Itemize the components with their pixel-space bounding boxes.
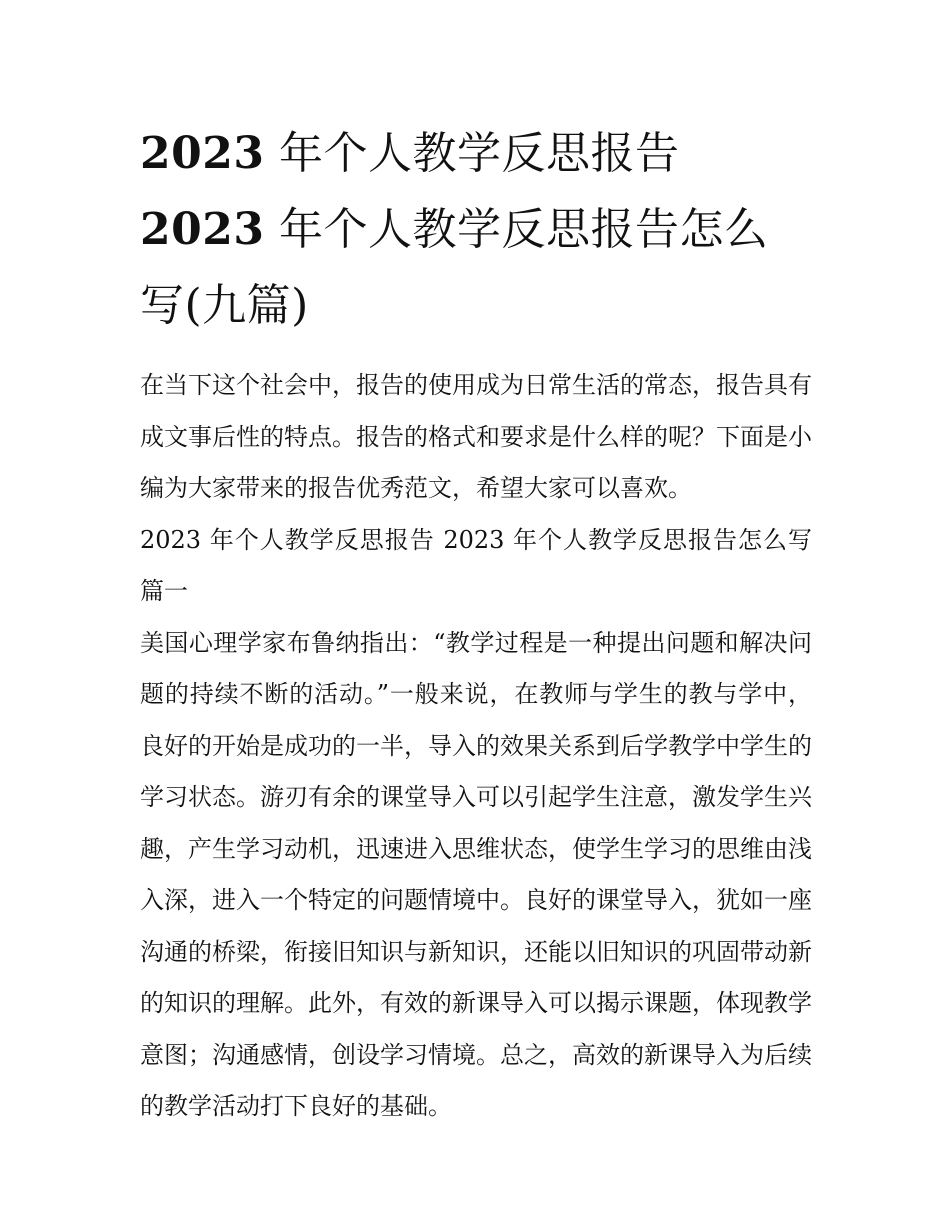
- title-text-3: 写(九篇): [140, 280, 309, 331]
- section-heading: 2023 年个人教学反思报告 2023 年个人教学反思报告怎么写篇一: [140, 525, 812, 605]
- title-line-2: [140, 192, 812, 268]
- title-year-2: 2023: [140, 204, 265, 255]
- title-year-1: 2023: [140, 128, 265, 179]
- title-text-2: 年个人教学反思报告怎么: [278, 204, 769, 255]
- intro-paragraph: 在当下这个社会中，报告的使用成为日常生活的常态，报告具有成文事后性的特点。报告的格式和要求是什么样的呢？下面是小编为大家带来的报告优秀范文，希望大家可以喜欢。: [140, 371, 812, 502]
- title-line-1: [140, 116, 812, 192]
- document-content: [140, 116, 812, 1133]
- body-paragraph: 美国心理学家布鲁纳指出：“教学过程是一种提出问题和解决问题的持续不断的活动。”一般来说，在教师与学生的教与学中，良好的开始是成功的一半，导入的效果关系到后学教学中学生的学习状态。游刃有余的课堂导入可以引起学生注意，激发学生兴趣，产生学习动机，迅速进入思维状态，使学生学习的思维由浅入深，进入一个特定的问题情境中。良好的课堂导入，犹如一座沟通的桥梁，衔接旧知识与新知识，还能以旧知识的巩固带动新的知识的理解。此外，有效的新课导入可以揭示课题，体现教学意图；沟通感情，创设学习情境。总之，高效的新课导入为后续的教学活动打下良好的基础。: [140, 628, 812, 1120]
- title-line-3: [140, 268, 812, 344]
- title-text-1: 年个人教学反思报告: [278, 128, 680, 179]
- document-title: [140, 116, 812, 344]
